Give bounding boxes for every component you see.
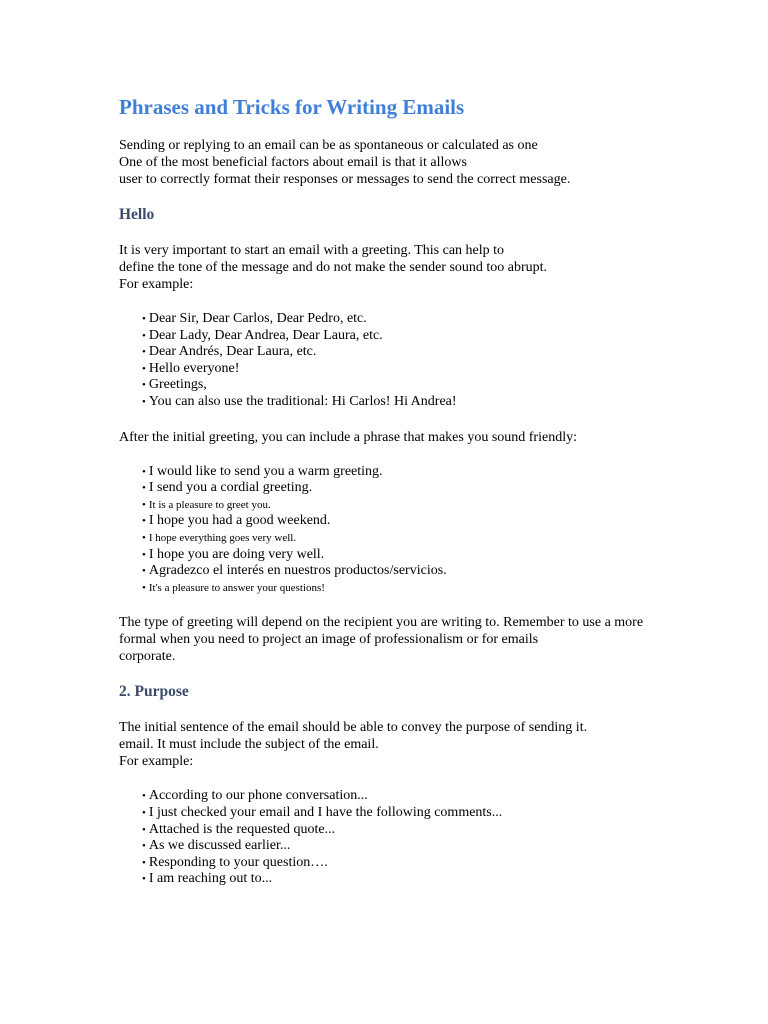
list-item: • According to our phone conversation... (142, 788, 368, 804)
after-greeting-line: After the initial greeting, you can include a phrase that makes you sound friendly: (119, 429, 577, 445)
intro-paragraph (119, 137, 719, 188)
hello-heading: Hello (119, 206, 155, 223)
hello-line: define the tone of the message and do not make the sender sound too abrupt. (119, 260, 548, 275)
list-item: • Greetings, (142, 377, 207, 393)
greeting-examples-list (119, 311, 719, 411)
document-page (119, 94, 719, 888)
closing-line: The type of greeting will depend on the recipient you are writing to. Remember to use a more (119, 615, 644, 631)
closing-line: corporate. (119, 649, 176, 665)
list-item: • As we discussed earlier... (142, 838, 291, 854)
after-greeting-paragraph (119, 429, 719, 446)
list-item: • I just checked your email and I have the following comments... (142, 804, 503, 820)
friendly-phrases-list (119, 464, 719, 597)
purpose-examples-list (119, 788, 719, 888)
greeting-closing-paragraph (119, 614, 719, 665)
list-item: • I am reaching out to... (142, 871, 273, 887)
hello-paragraph (119, 242, 719, 293)
list-item: • Agradezco el interés en nuestros productos/servicios. (142, 563, 447, 579)
list-item: • I hope you had a good weekend. (142, 513, 331, 529)
purpose-paragraph (119, 719, 719, 770)
hello-line: For example: (119, 277, 194, 292)
intro-line: Sending or replying to an email can be as spontaneous or calculated as one (119, 138, 538, 153)
list-item: • I hope everything goes very well. (142, 531, 297, 544)
list-item: • Attached is the requested quote... (142, 821, 336, 837)
list-item: • Dear Lady, Dear Andrea, Dear Laura, etc. (142, 327, 383, 343)
list-item: • Dear Andrés, Dear Laura, etc. (142, 344, 317, 360)
list-item: • I would like to send you a warm greeting. (142, 463, 383, 479)
purpose-heading: 2. Purpose (119, 683, 189, 701)
list-item: • It's a pleasure to answer your questions! (142, 581, 325, 594)
hello-line: It is very important to start an email with a greeting. This can help to (119, 243, 505, 258)
list-item: • I send you a cordial greeting. (142, 480, 313, 496)
document-title: Phrases and Tricks for Writing Emails (119, 95, 465, 119)
purpose-line: For example: (119, 754, 194, 770)
list-item: • Responding to your question…. (142, 854, 328, 870)
list-item: • Dear Sir, Dear Carlos, Dear Pedro, etc. (142, 311, 367, 326)
list-item: • Hello everyone! (142, 360, 240, 376)
list-item: • It is a pleasure to greet you. (142, 498, 271, 511)
list-item: • I hope you are doing very well. (142, 546, 325, 562)
purpose-line: email. It must include the subject of the email. (119, 737, 379, 753)
closing-line: formal when you need to project an image of professionalism or for emails (119, 632, 539, 648)
purpose-line: The initial sentence of the email should be able to convey the purpose of sending it. (119, 720, 588, 736)
intro-line: user to correctly format their responses or messages to send the correct message. (119, 172, 571, 187)
list-item: • You can also use the traditional: Hi Carlos! Hi Andrea! (142, 393, 457, 409)
intro-line: One of the most beneficial factors about email is that it allows (119, 155, 467, 170)
